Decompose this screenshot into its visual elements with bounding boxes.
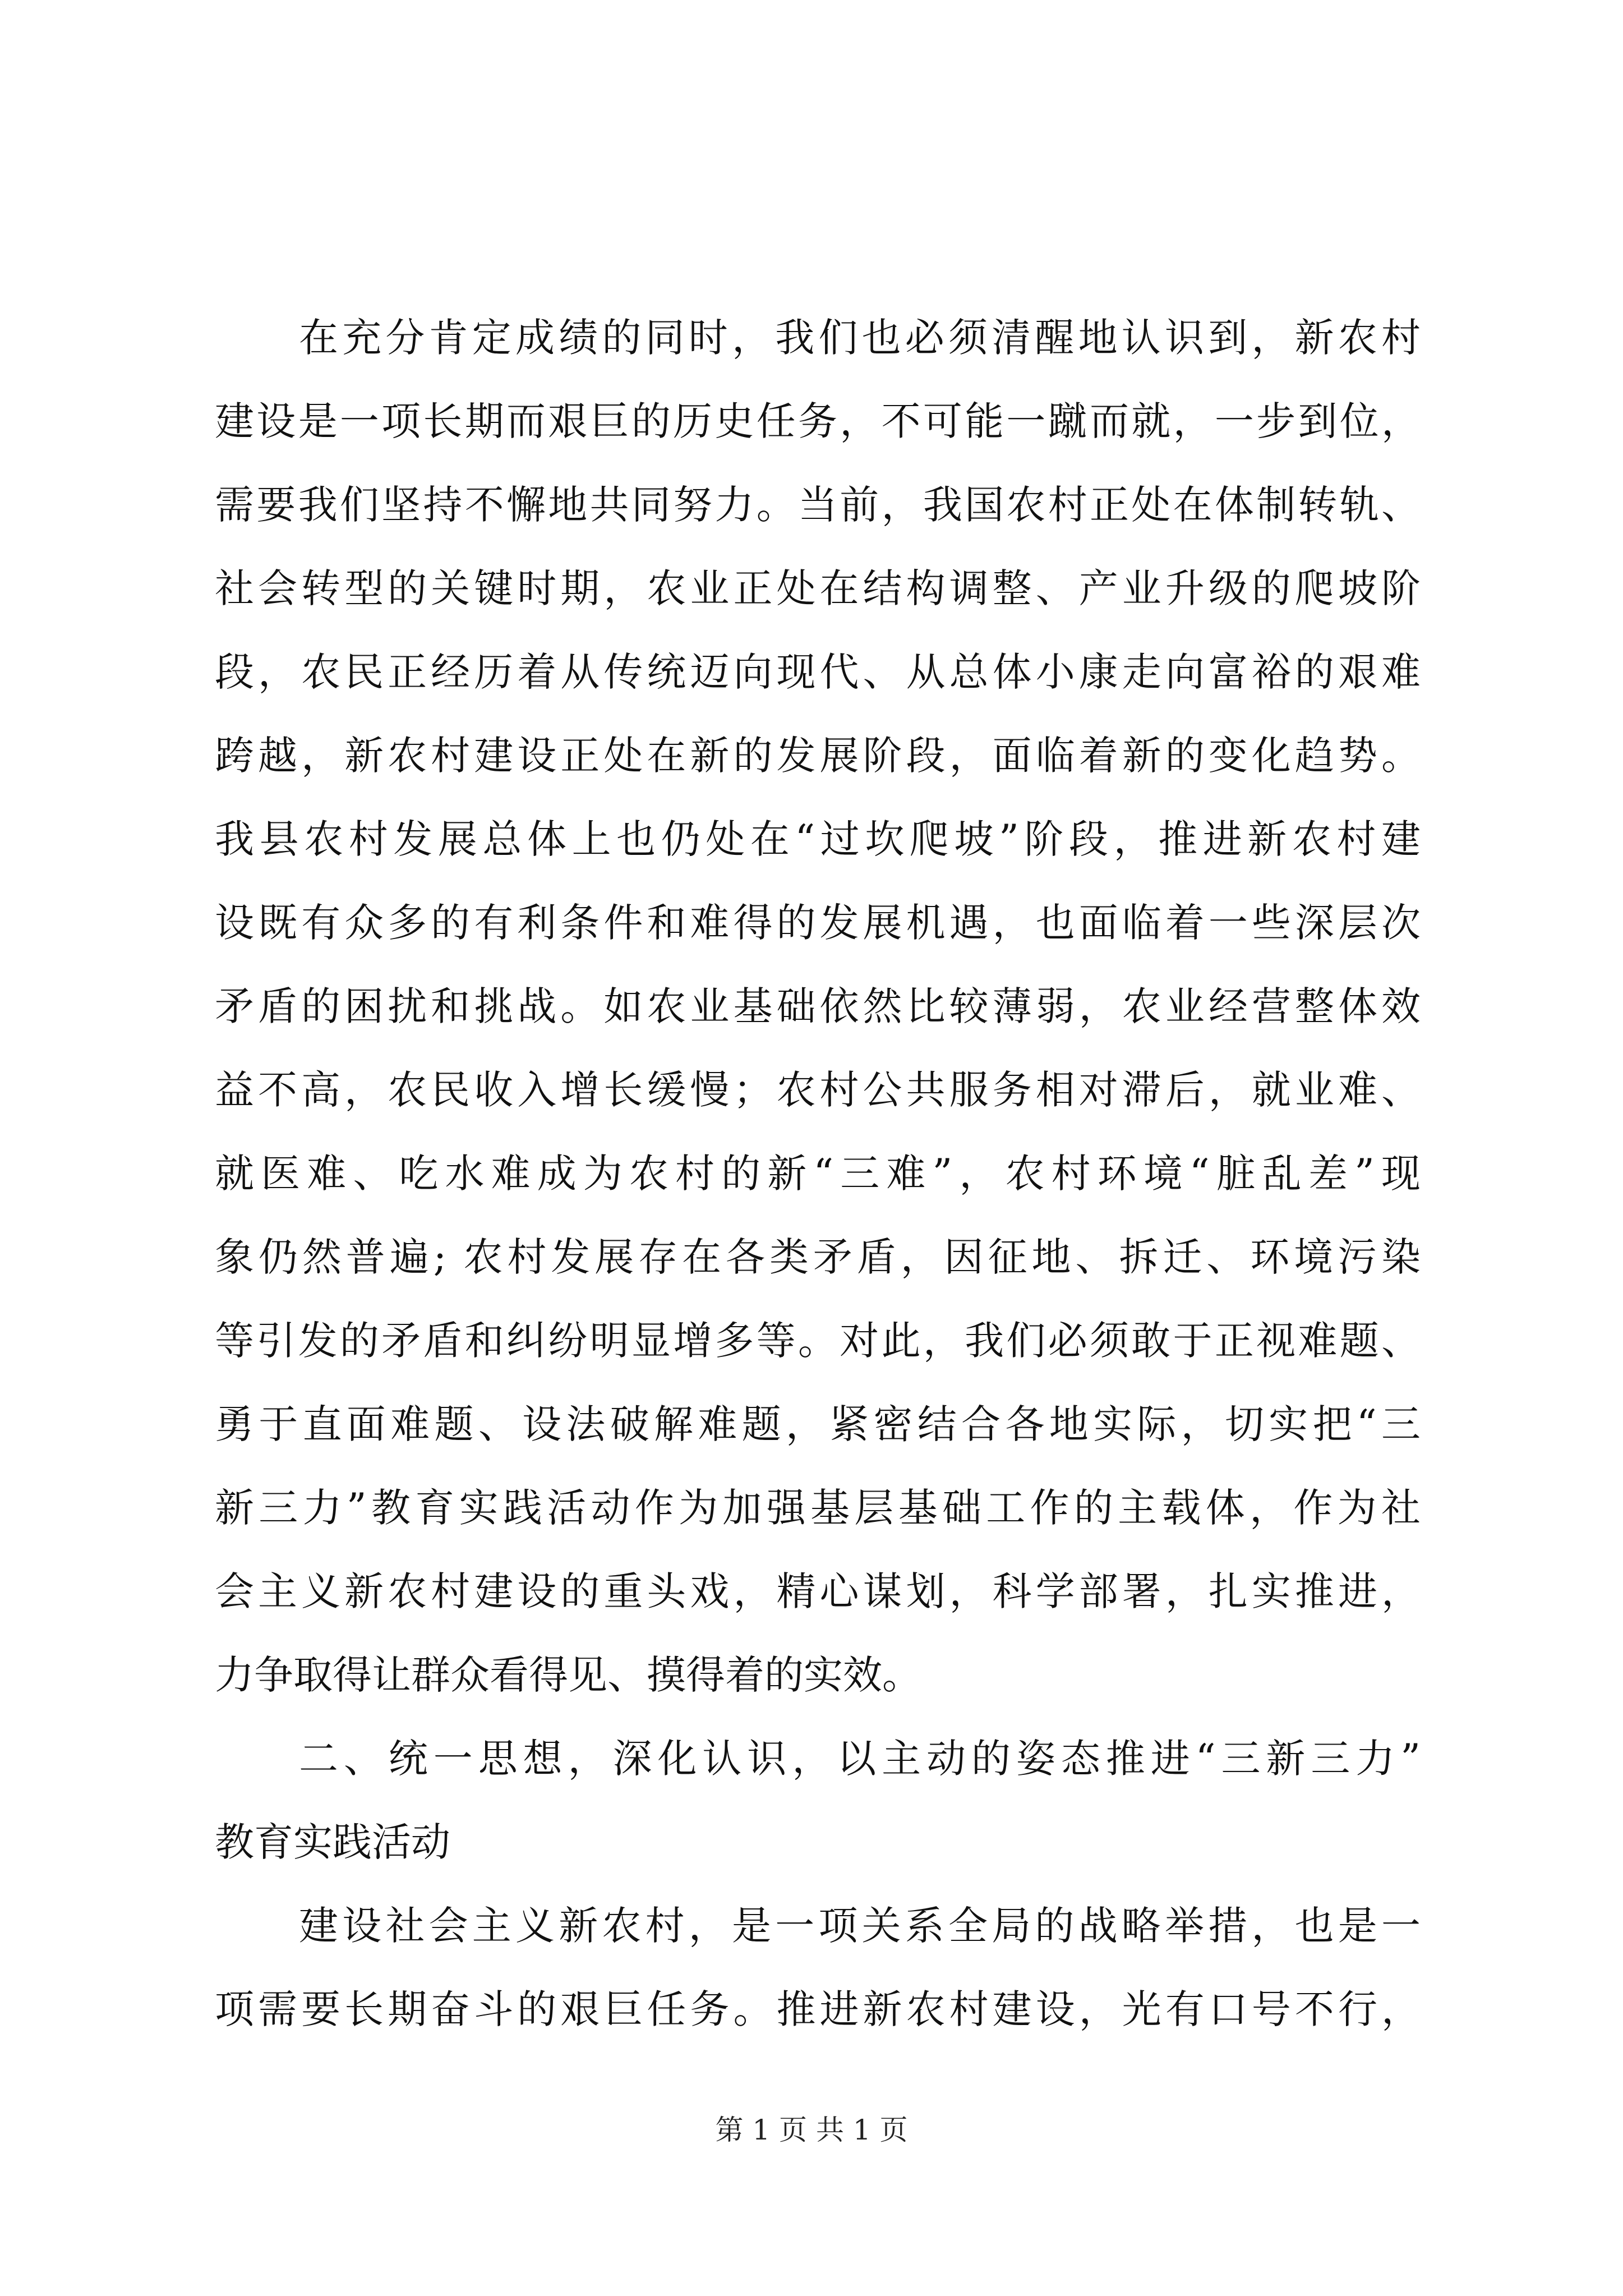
- text-line: 二、统一思想，深化认识，以主动的姿态推进“三新三力”: [299, 1736, 1421, 1782]
- document-body: [215, 296, 1421, 2051]
- text-line: 新三力”教育实践活动作为加强基层基础工作的主载体，作为社: [215, 1485, 1421, 1531]
- text-line: 矛盾的困扰和挑战。如农业基础依然比较薄弱，农业经营整体效: [215, 983, 1421, 1029]
- text-line: 建设社会主义新农村，是一项关系全局的战略举措，也是一: [299, 1903, 1421, 1949]
- text-line: 项需要长期奋斗的艰巨任务。推进新农村建设，光有口号不行，: [215, 1986, 1421, 2032]
- text-line: 设既有众多的有利条件和难得的发展机遇，也面临着一些深层次: [215, 900, 1421, 946]
- text-line: 会主义新农村建设的重头戏，精心谋划，科学部署，扎实推进，: [215, 1568, 1421, 1614]
- text-line: 象仍然普遍; 农村发展存在各类矛盾，因征地、拆迁、环境污染: [215, 1234, 1421, 1280]
- text-line: 跨越，新农村建设正处在新的发展阶段，面临着新的变化趋势。: [215, 733, 1421, 779]
- text-line: 益不高，农民收入增长缓慢；农村公共服务相对滞后，就业难、: [215, 1067, 1421, 1113]
- text-line: 社会转型的关键时期，农业正处在结构调整、产业升级的爬坡阶: [215, 565, 1421, 611]
- text-line: 建设是一项长期而艰巨的历史任务，不可能一蹴而就，一步到位，: [215, 398, 1421, 444]
- text-line: 段，农民正经历着从传统迈向现代、从总体小康走向富裕的艰难: [215, 649, 1421, 695]
- text-line: 力争取得让群众看得见、摸得着的实效。: [215, 1652, 921, 1698]
- page-footer: 第 1 页 共 1 页: [715, 2114, 908, 2146]
- text-line: 我县农村发展总体上也仍处在“过坎爬坡”阶段，推进新农村建: [215, 816, 1421, 862]
- text-line: 勇于直面难题、设法破解难题，紧密结合各地实际，切实把“三: [215, 1401, 1421, 1447]
- text-line: 就医难、吃水难成为农村的新“三难”，农村环境“脏乱差”现: [215, 1151, 1421, 1197]
- text-line: 等引发的矛盾和纠纷明显增多等。对此，我们必须敢于正视难题、: [215, 1318, 1421, 1364]
- text-line: 教育实践活动: [215, 1819, 450, 1865]
- text-line: 需要我们坚持不懈地共同努力。当前，我国农村正处在体制转轨、: [215, 482, 1421, 528]
- text-line: 在充分肯定成绩的同时，我们也必须清醒地认识到，新农村: [299, 315, 1421, 361]
